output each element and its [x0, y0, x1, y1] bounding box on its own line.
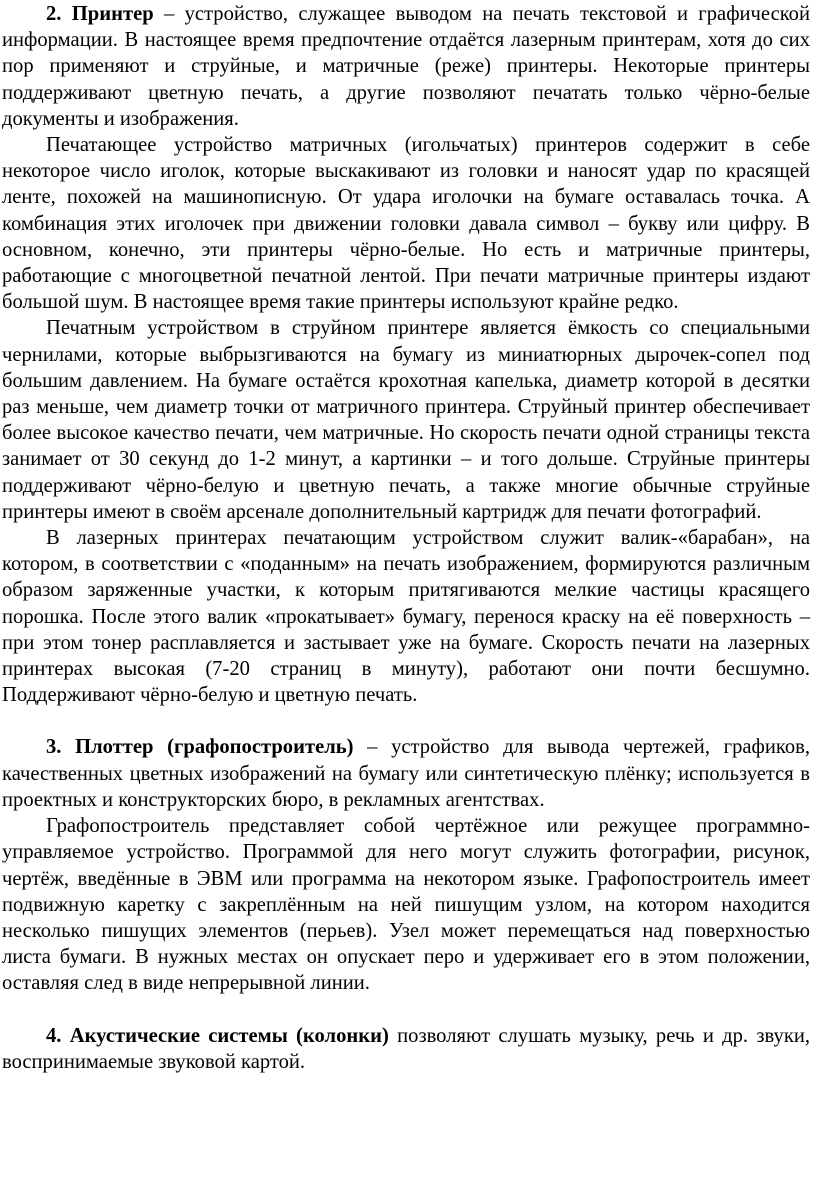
printer-intro-text: – устройство, служащее выводом на печать текстовой и графической информации. В настоящее время предпочтение отдаётся лазерным принтерам, хотя до сих пор применяют и струйные, и матричные (реже) принтеры. Некоторые принтеры поддерживают цветную печать, а другие позволяют печатать только чёрно-белые документы и изображения.	[2, 3, 810, 130]
speakers-paragraph	[2, 1023, 810, 1075]
section-spacer	[2, 997, 810, 1023]
section-spacer	[2, 708, 810, 734]
printer-intro-paragraph	[2, 1, 810, 132]
plotter-description-paragraph: Графопостроитель представляет собой чертёжное или режущее программно-управляемое устройство. Программой для него могут служить фотографии, рисунок, чертёж, введённые в ЭВМ или программа на некотором языке. Графопостроитель имеет подвижную каретку с закреплённым на ней пишущим узлом, на котором находится несколько пишущих элементов (перьев). Узел может перемещаться над поверхностью листа бумаги. В нужных местах он опускает перо и удерживает его в этом положении, оставляя след в виде непрерывной линии.	[2, 815, 810, 995]
speakers-intro-text: позволяют слушать музыку, речь и др. звуки, воспринимаемые звуковой картой.	[2, 1024, 810, 1073]
matrix-printer-paragraph: Печатающее устройство матричных (игольчатых) принтеров содержит в себе некоторое число иголок, которые выскакивают из головки и наносят удар по красящей ленте, похожей на машинописную. От удара иголочки на бумаге оставалась точка. А комбинация этих иголочек при движении головки давала символ – букву или цифру. В основном, конечно, эти принтеры чёрно-белые. Но есть и матричные принтеры, работающие с многоцветной печатной лентой. При печати матричные принтеры издают большой шум. В настоящее время такие принтеры используют крайне редко.	[2, 134, 810, 314]
speakers-heading: 4. Акустические системы (колонки)	[46, 1024, 389, 1047]
plotter-intro-paragraph	[2, 734, 810, 813]
laser-printer-paragraph: В лазерных принтерах печатающим устройством служит валик-«барабан», на котором, в соответствии с «поданным» на печать изображением, формируются различным образом заряженные участки, к которым притягиваются мелкие частицы красящего порошка. После этого валик «прокатывает» бумагу, перенося краску на её поверхность – при этом тонер расплавляется и застывает уже на бумаге. Скорость печати на лазерных принтерах высокая (7-20 страниц в минуту), работают они почти бесшумно. Поддерживают чёрно-белую и цветную печать.	[2, 527, 810, 707]
inkjet-printer-paragraph: Печатным устройством в струйном принтере является ёмкость со специальными чернилами, которые выбрызгиваются на бумагу из миниатюрных дырочек-сопел под большим давлением. На бумаге остаётся крохотная капелька, диаметр которой в десятки раз меньше, чем диаметр точки от матричного принтера. Струйный принтер обеспечивает более высокое качество печати, чем матричные. Но скорость печати одной страницы текста занимает от 30 секунд до 1-2 минут, а картинки – и того дольше. Струйные принтеры поддерживают чёрно-белую и цветную печать, а также многие обычные струйные принтеры имеют в своём арсенале дополнительный картридж для печати фотографий.	[2, 317, 810, 523]
printer-heading: 2. Принтер	[46, 3, 154, 25]
plotter-heading: 3. Плоттер (графопостроитель)	[46, 736, 354, 759]
plotter-intro-text: – устройство для вывода чертежей, графиков, качественных цветных изображений на бумагу или синтетическую плёнку; используется в проектных и конструкторских бюро, в рекламных агентствах.	[2, 736, 811, 811]
